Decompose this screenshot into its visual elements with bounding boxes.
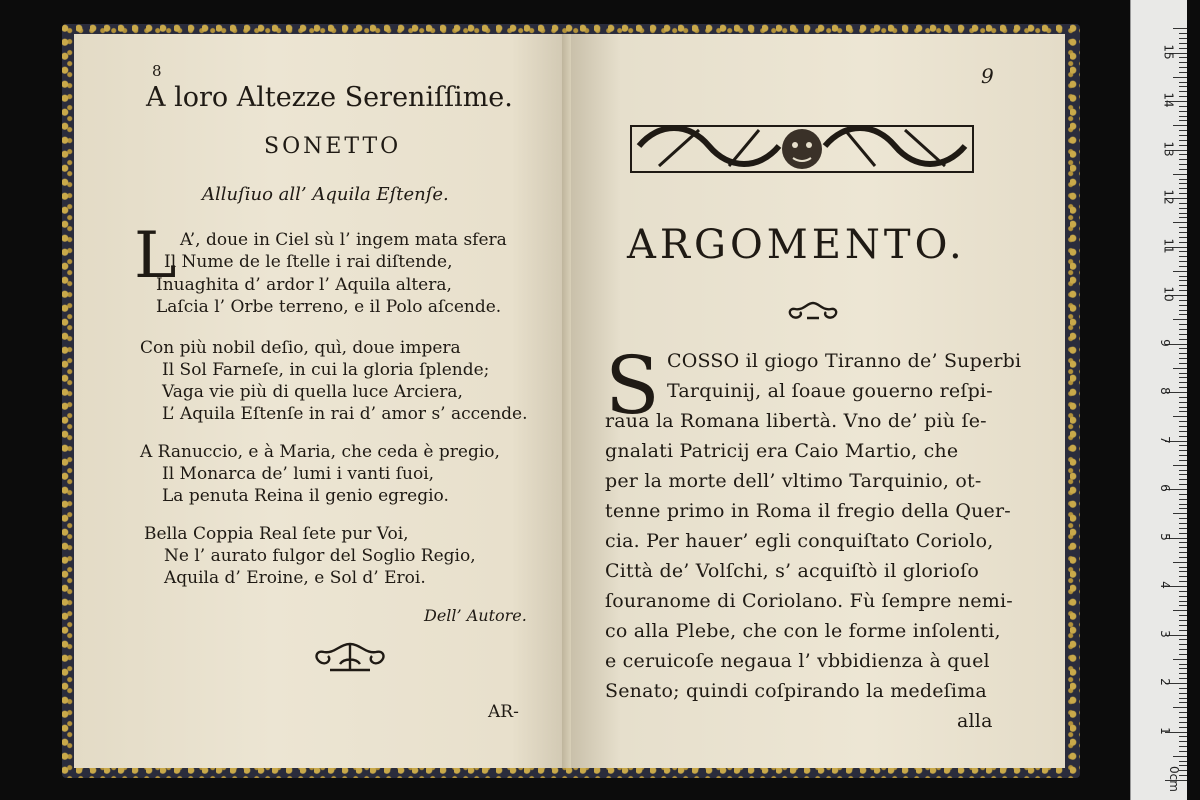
ruler-tick — [1179, 280, 1187, 281]
ruler-tick — [1179, 668, 1187, 669]
ruler-tick — [1179, 227, 1187, 228]
ruler-tick — [1179, 130, 1187, 131]
stanza3-line3: La penuta Reina il genio egregio. — [162, 486, 449, 506]
ruler-tick — [1179, 591, 1187, 592]
ruler-tick — [1179, 154, 1187, 155]
ruler-tick — [1173, 610, 1187, 611]
ruler-tick — [1179, 33, 1187, 34]
ruler-tick — [1179, 746, 1187, 747]
ruler-tick — [1179, 193, 1187, 194]
ruler-tick — [1173, 77, 1187, 78]
ruler-tick — [1179, 474, 1187, 475]
ruler-tick — [1179, 285, 1187, 286]
ruler-tick — [1179, 179, 1187, 180]
ruler-tick — [1173, 271, 1187, 272]
ruler-tick — [1179, 387, 1187, 388]
ruler-tick — [1179, 639, 1187, 640]
ruler-tick — [1179, 547, 1187, 548]
body-line-12: Senato; quindi coſpirando la medeſima — [605, 680, 987, 702]
ruler-tick — [1179, 251, 1187, 252]
ruler-tick — [1179, 38, 1187, 39]
stanza1-line4: Laſcia l’ Orbe terreno, e il Polo aſcende. — [156, 297, 502, 317]
ruler-tick — [1179, 625, 1187, 626]
ruler-tick — [1179, 693, 1187, 694]
left-ornament-icon — [310, 640, 390, 676]
ruler-tick — [1179, 276, 1187, 277]
body-line-9: ſouranome di Coriolano. Fù ſempre nemi- — [605, 590, 1013, 612]
ruler-tick — [1173, 319, 1187, 320]
body-line-6: tenne primo in Roma il fregio della Quer- — [605, 500, 1011, 522]
ruler-tick — [1179, 460, 1187, 461]
ruler-tick — [1173, 368, 1187, 369]
ruler-label: 0cm — [1166, 766, 1181, 792]
ruler-tick — [1179, 203, 1187, 204]
ruler-tick — [1179, 358, 1187, 359]
ruler-tick — [1179, 111, 1187, 112]
ruler-tick — [1179, 455, 1187, 456]
ruler-label: 7 — [1157, 435, 1172, 444]
stanza2-line3: Vaga vie più di quella luce Arciera, — [162, 382, 463, 402]
ruler-tick — [1173, 465, 1187, 466]
ruler-tick — [1179, 736, 1187, 737]
ruler-tick — [1179, 523, 1187, 524]
ruler-label: 13 — [1161, 140, 1176, 157]
ruler-tick — [1179, 237, 1187, 238]
ruler-label: 8 — [1157, 387, 1172, 395]
ruler-tick — [1179, 86, 1187, 87]
ruler-tick — [1179, 596, 1187, 597]
ruler-tick — [1179, 96, 1187, 97]
stanza4-line1: Bella Coppia Real ſete pur Voi, — [144, 524, 409, 544]
ruler-tick — [1179, 217, 1187, 218]
dedication-line: A loro Altezze Sereniſſime. — [146, 82, 513, 113]
ruler-tick — [1179, 256, 1187, 257]
ruler-tick — [1179, 266, 1187, 267]
sonnet-subtitle: Alluſiuo all’ Aquila Eſtenſe. — [202, 184, 449, 205]
ruler-tick — [1179, 761, 1187, 762]
ruler-tick — [1179, 411, 1187, 412]
left-page — [74, 34, 571, 768]
ruler-tick — [1179, 717, 1187, 718]
ruler-tick — [1173, 659, 1187, 660]
ruler-tick — [1179, 188, 1187, 189]
ruler-tick — [1179, 630, 1187, 631]
argomento-heading: ARGOMENTO. — [627, 222, 966, 268]
ruler-tick — [1179, 261, 1187, 262]
small-ornament-icon — [785, 300, 841, 322]
body-line-8: Città de’ Volſchi, s’ acquiſtò il glorioſo — [605, 560, 980, 582]
ruler-tick — [1179, 72, 1187, 73]
ruler-tick — [1179, 533, 1187, 534]
body-line-4: gnalati Patricij era Caio Martio, che — [605, 440, 959, 462]
ruler-tick — [1173, 28, 1187, 29]
ruler-tick — [1179, 140, 1187, 141]
ruler-tick — [1179, 504, 1187, 505]
ruler-tick — [1179, 494, 1187, 495]
ruler-tick — [1179, 426, 1187, 427]
ruler-tick — [1179, 116, 1187, 117]
ruler-label: 10 — [1161, 286, 1176, 302]
ruler-tick — [1179, 644, 1187, 645]
ruler-tick — [1179, 305, 1187, 306]
ruler-label: 5 — [1157, 532, 1172, 541]
ruler-tick — [1173, 222, 1187, 223]
ruler-tick — [1179, 135, 1187, 136]
ruler-tick — [1179, 382, 1187, 383]
ruler-tick — [1179, 688, 1187, 689]
ruler-tick — [1179, 232, 1187, 233]
ruler-tick — [1179, 727, 1187, 728]
ruler-tick — [1179, 751, 1187, 752]
ruler-tick — [1179, 57, 1187, 58]
body-line-1: COSSO il giogo Tiranno de’ Superbi — [667, 350, 1022, 372]
ruler-tick — [1179, 557, 1187, 558]
ruler-tick — [1179, 484, 1187, 485]
ruler-tick — [1179, 678, 1187, 679]
stanza2-line2: Il Sol Farneſe, in cui la gloria ſplende; — [162, 360, 490, 380]
ruler-tick — [1179, 450, 1187, 451]
ruler-tick — [1179, 673, 1187, 674]
ruler-tick — [1173, 416, 1187, 417]
ruler-tick — [1179, 421, 1187, 422]
book-cover — [62, 24, 1080, 778]
ruler-label: 14 — [1161, 92, 1176, 108]
ruler-tick — [1179, 48, 1187, 49]
ruler-tick — [1179, 402, 1187, 403]
ruler-tick — [1179, 528, 1187, 529]
right-page-number: 9 — [981, 64, 994, 88]
ruler-tick — [1179, 363, 1187, 364]
body-line-3: raua la Romana libertà. Vno de’ più ſe- — [605, 410, 987, 432]
ruler-label: 9 — [1157, 338, 1172, 347]
ruler-tick — [1179, 567, 1187, 568]
ruler-tick — [1179, 159, 1187, 160]
ruler-tick — [1179, 581, 1187, 582]
ruler-tick — [1179, 208, 1187, 209]
body-line-5: per la morte dell’ vltimo Tarquinio, ot- — [605, 470, 982, 492]
ruler-tick — [1179, 431, 1187, 432]
ruler-tick — [1179, 91, 1187, 92]
ruler-tick — [1179, 300, 1187, 301]
ruler-tick — [1179, 508, 1187, 509]
right-drop-cap: S — [605, 339, 660, 432]
ruler-tick — [1179, 620, 1187, 621]
ruler-tick — [1173, 756, 1187, 757]
sonnet-title: SONETTO — [264, 134, 402, 159]
ruler-tick — [1179, 339, 1187, 340]
ruler-tick — [1173, 174, 1187, 175]
ruler-tick — [1179, 436, 1187, 437]
right-catchword: alla — [957, 710, 993, 732]
body-line-2: Tarquinij, al ſoaue gouerno reſpi- — [667, 380, 993, 402]
stanza2-line4: L’ Aquila Eſtenſe in rai d’ amor s’ accende. — [162, 404, 528, 424]
ruler-tick — [1179, 62, 1187, 63]
ruler-tick — [1179, 329, 1187, 330]
ruler-tick — [1179, 43, 1187, 44]
ruler-tick — [1179, 242, 1187, 243]
ruler-tick — [1179, 518, 1187, 519]
ruler-tick — [1179, 290, 1187, 291]
left-drop-cap: L — [134, 219, 177, 293]
right-page — [571, 34, 1065, 768]
ruler-tick — [1179, 164, 1187, 165]
ruler-tick — [1179, 702, 1187, 703]
ruler-label: 12 — [1161, 189, 1176, 205]
ruler-tick — [1179, 106, 1187, 107]
ruler-tick — [1179, 571, 1187, 572]
ruler-tick — [1179, 664, 1187, 665]
stanza3-line2: Il Monarca de’ lumi i vanti ſuoi, — [162, 464, 435, 484]
headpiece-ornament-icon — [629, 116, 975, 182]
ruler-label: 15 — [1161, 43, 1176, 60]
ruler-label: 4 — [1157, 581, 1172, 589]
ruler-tick — [1173, 707, 1187, 708]
ruler-tick — [1173, 562, 1187, 563]
stanza1-line2: Il Nume de le ſtelle i rai diſtende, — [164, 252, 453, 272]
stanza3-line1: A Ranuccio, e à Maria, che ceda è pregio, — [140, 442, 500, 462]
ruler-tick — [1179, 145, 1187, 146]
ruler-tick — [1179, 542, 1187, 543]
ruler-tick — [1179, 407, 1187, 408]
ruler-tick — [1179, 348, 1187, 349]
ruler-tick — [1179, 712, 1187, 713]
ruler-tick — [1173, 125, 1187, 126]
stanza1-line1: A’, doue in Ciel sù l’ ingem mata sfera — [180, 230, 507, 250]
ruler-tick — [1179, 741, 1187, 742]
ruler-label: 11 — [1161, 237, 1176, 254]
ruler-tick — [1179, 310, 1187, 311]
ruler-label: 6 — [1157, 484, 1172, 492]
ruler-tick — [1179, 601, 1187, 602]
ruler-tick — [1179, 479, 1187, 480]
body-line-7: cia. Per hauer’ egli conquiſtato Coriolo, — [605, 530, 994, 552]
ruler-label: 3 — [1157, 629, 1172, 638]
body-line-11: e ceruicoſe negaua l’ vbbidienza à quel — [605, 650, 990, 672]
ruler-tick — [1179, 213, 1187, 214]
ruler-label: 1 — [1157, 726, 1172, 735]
stanza1-line3: Inuaghita d’ ardor l’ Aquila altera, — [156, 275, 452, 295]
ruler-tick — [1179, 169, 1187, 170]
ruler-tick — [1179, 353, 1187, 354]
ruler-tick — [1179, 552, 1187, 553]
ruler-label: 2 — [1157, 678, 1172, 686]
left-page-number: 8 — [152, 62, 162, 80]
ruler-tick — [1173, 513, 1187, 514]
stanza4-line3: Aquila d’ Eroine, e Sol d’ Eroi. — [164, 568, 426, 588]
author-signature: Dell’ Autore. — [424, 606, 527, 625]
ruler-tick — [1179, 334, 1187, 335]
ruler-tick — [1179, 605, 1187, 606]
measurement-ruler — [1130, 0, 1187, 800]
ruler-tick — [1179, 499, 1187, 500]
ruler-tick — [1179, 120, 1187, 121]
ruler-tick — [1179, 470, 1187, 471]
left-catchword: AR- — [488, 702, 519, 722]
ruler-tick — [1179, 397, 1187, 398]
ruler-tick — [1179, 654, 1187, 655]
ruler-tick — [1179, 722, 1187, 723]
stanza2-line1: Con più nobil deſio, quì, doue impera — [140, 338, 461, 358]
ruler-tick — [1179, 82, 1187, 83]
ruler-tick — [1179, 377, 1187, 378]
ruler-tick — [1179, 67, 1187, 68]
body-line-10: co alla Plebe, che con le forme inſolenti, — [605, 620, 1001, 642]
ruler-tick — [1179, 576, 1187, 577]
ruler-tick — [1179, 324, 1187, 325]
ruler-tick — [1179, 615, 1187, 616]
ruler-tick — [1179, 314, 1187, 315]
ruler-tick — [1179, 373, 1187, 374]
ruler-tick — [1179, 698, 1187, 699]
ruler-tick — [1179, 445, 1187, 446]
ruler-tick — [1179, 183, 1187, 184]
ruler-tick — [1179, 649, 1187, 650]
stanza4-line2: Ne l’ aurato fulgor del Soglio Regio, — [164, 546, 476, 566]
